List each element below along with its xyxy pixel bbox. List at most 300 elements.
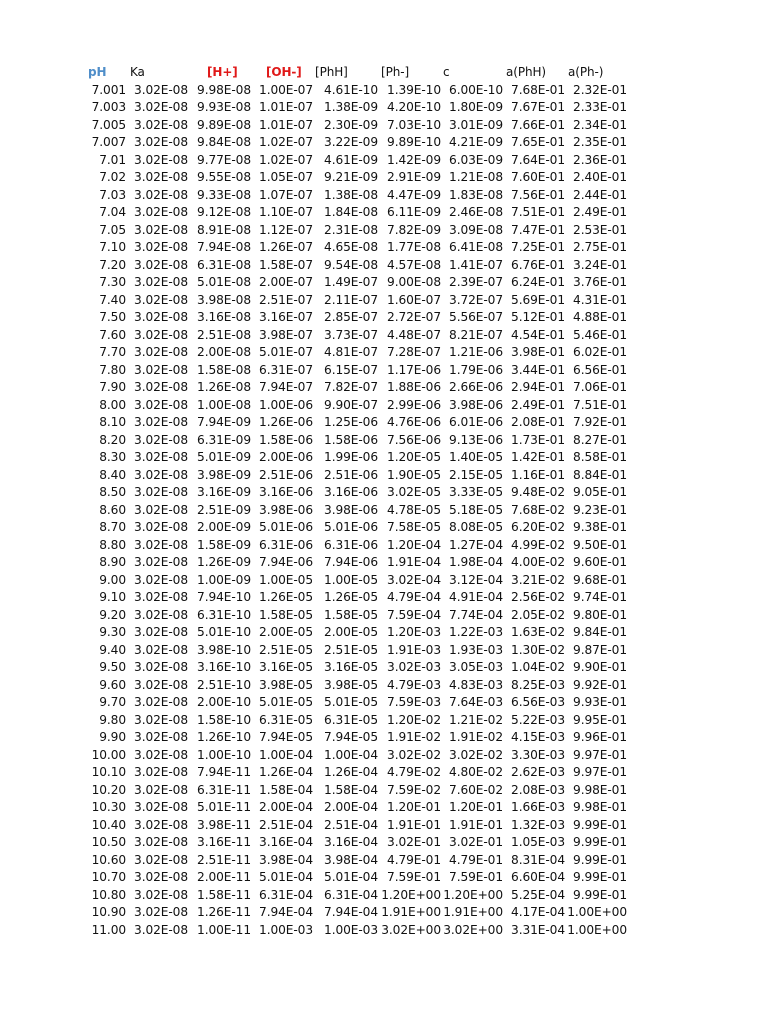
cell-oh: 2.51E-04 bbox=[259, 817, 313, 832]
cell-phh: 9.21E-09 bbox=[324, 170, 378, 184]
cell-c: 5.18E-05 bbox=[449, 502, 503, 517]
cell-ka: 3.02E-08 bbox=[134, 607, 188, 622]
cell-a-ph: 9.87E-01 bbox=[573, 642, 627, 657]
cell-c: 1.91E+00 bbox=[443, 905, 503, 919]
cell-h: 2.51E-08 bbox=[197, 327, 251, 342]
cell-phh: 6.31E-05 bbox=[324, 712, 378, 727]
cell-h: 2.00E-11 bbox=[197, 870, 251, 884]
cell-c: 1.91E-01 bbox=[449, 817, 503, 832]
cell-a-ph: 6.02E-01 bbox=[573, 345, 627, 359]
cell-phh: 9.90E-07 bbox=[324, 397, 378, 412]
cell-h: 6.31E-08 bbox=[197, 257, 251, 272]
cell-oh: 3.98E-07 bbox=[259, 327, 313, 342]
cell-a-ph: 2.35E-01 bbox=[573, 135, 627, 149]
table-row bbox=[0, 134, 768, 152]
cell-ph-minus: 4.79E-02 bbox=[387, 765, 441, 779]
cell-ka: 3.02E-08 bbox=[134, 170, 188, 184]
cell-a-ph: 9.60E-01 bbox=[573, 555, 627, 569]
cell-c: 3.02E-02 bbox=[449, 747, 503, 762]
cell-ka: 3.02E-08 bbox=[134, 380, 188, 394]
cell-ph-minus: 7.28E-07 bbox=[387, 345, 441, 359]
header-ph: pH bbox=[88, 65, 107, 79]
table-row bbox=[0, 922, 768, 940]
cell-oh: 1.02E-07 bbox=[259, 135, 313, 149]
cell-h: 3.16E-11 bbox=[197, 835, 251, 849]
cell-a-ph: 8.58E-01 bbox=[573, 450, 627, 464]
cell-ph-minus: 4.48E-07 bbox=[387, 327, 441, 342]
cell-ph-minus: 4.47E-09 bbox=[387, 187, 441, 202]
cell-ph-minus: 7.59E-03 bbox=[387, 695, 441, 709]
cell-ka: 3.02E-08 bbox=[134, 257, 188, 272]
cell-h: 7.94E-09 bbox=[197, 415, 251, 429]
table-row bbox=[0, 712, 768, 730]
cell-ph-minus: 7.59E-02 bbox=[387, 782, 441, 797]
cell-h: 7.94E-08 bbox=[197, 240, 251, 254]
cell-phh: 6.31E-06 bbox=[324, 537, 378, 552]
cell-h: 2.51E-09 bbox=[197, 502, 251, 517]
cell-ph-minus: 1.20E-04 bbox=[387, 537, 441, 552]
cell-phh: 2.30E-09 bbox=[324, 117, 378, 132]
cell-phh: 3.22E-09 bbox=[324, 135, 378, 149]
table-row bbox=[0, 642, 768, 660]
cell-a-phh: 7.67E-01 bbox=[511, 100, 565, 114]
table-row bbox=[0, 187, 768, 205]
cell-a-phh: 1.05E-03 bbox=[511, 835, 565, 849]
cell-a-ph: 9.90E-01 bbox=[573, 660, 627, 674]
header-c: c bbox=[443, 65, 450, 79]
cell-c: 7.74E-04 bbox=[449, 607, 503, 622]
spreadsheet-table bbox=[0, 64, 768, 939]
cell-ph: 8.10 bbox=[99, 415, 126, 429]
cell-ka: 3.02E-08 bbox=[134, 415, 188, 429]
cell-h: 7.94E-10 bbox=[197, 590, 251, 604]
cell-phh: 7.94E-06 bbox=[324, 555, 378, 569]
table-row bbox=[0, 677, 768, 695]
cell-c: 4.83E-03 bbox=[449, 677, 503, 692]
table-row bbox=[0, 799, 768, 817]
cell-a-phh: 4.17E-04 bbox=[511, 905, 565, 919]
cell-a-phh: 1.32E-03 bbox=[511, 817, 565, 832]
cell-ph-minus: 7.82E-09 bbox=[387, 222, 441, 237]
cell-a-ph: 9.50E-01 bbox=[573, 537, 627, 552]
cell-oh: 6.31E-05 bbox=[259, 712, 313, 727]
cell-phh: 5.01E-04 bbox=[324, 870, 378, 884]
cell-c: 1.93E-03 bbox=[449, 642, 503, 657]
table-row bbox=[0, 467, 768, 485]
cell-c: 1.21E-08 bbox=[449, 170, 503, 184]
cell-ph: 7.003 bbox=[91, 100, 126, 114]
cell-ph: 8.30 bbox=[99, 450, 126, 464]
cell-oh: 3.98E-04 bbox=[259, 852, 313, 867]
cell-oh: 1.00E-03 bbox=[259, 922, 313, 937]
cell-ka: 3.02E-08 bbox=[134, 800, 188, 814]
cell-ph: 9.10 bbox=[99, 590, 126, 604]
cell-ka: 3.02E-08 bbox=[134, 887, 188, 902]
cell-a-phh: 7.60E-01 bbox=[511, 170, 565, 184]
cell-ka: 3.02E-08 bbox=[134, 730, 188, 744]
cell-c: 1.20E-01 bbox=[449, 800, 503, 814]
cell-h: 1.58E-09 bbox=[197, 537, 251, 552]
cell-ph: 8.50 bbox=[99, 485, 126, 499]
cell-phh: 2.31E-08 bbox=[324, 222, 378, 237]
cell-a-phh: 5.22E-03 bbox=[511, 712, 565, 727]
cell-c: 7.60E-02 bbox=[449, 782, 503, 797]
cell-ph: 7.70 bbox=[99, 345, 126, 359]
cell-ph: 9.80 bbox=[99, 712, 126, 727]
cell-c: 5.56E-07 bbox=[449, 310, 503, 324]
cell-ph-minus: 4.79E-03 bbox=[387, 677, 441, 692]
cell-a-phh: 2.56E-02 bbox=[511, 590, 565, 604]
cell-ph: 9.90 bbox=[99, 730, 126, 744]
cell-h: 3.98E-08 bbox=[197, 292, 251, 307]
cell-h: 6.31E-10 bbox=[197, 607, 251, 622]
table-row bbox=[0, 414, 768, 432]
cell-ph-minus: 1.39E-10 bbox=[387, 82, 441, 97]
table-row bbox=[0, 782, 768, 800]
cell-oh: 1.00E-07 bbox=[259, 82, 313, 97]
cell-ka: 3.02E-08 bbox=[134, 590, 188, 604]
table-row bbox=[0, 904, 768, 922]
table-row bbox=[0, 99, 768, 117]
cell-a-phh: 7.64E-01 bbox=[511, 152, 565, 167]
cell-ka: 3.02E-08 bbox=[134, 625, 188, 639]
cell-h: 5.01E-08 bbox=[197, 275, 251, 289]
cell-ka: 3.02E-08 bbox=[134, 240, 188, 254]
cell-c: 1.80E-09 bbox=[449, 100, 503, 114]
table-row bbox=[0, 82, 768, 100]
cell-ka: 3.02E-08 bbox=[134, 152, 188, 167]
cell-ka: 3.02E-08 bbox=[134, 222, 188, 237]
cell-a-phh: 6.60E-04 bbox=[511, 870, 565, 884]
table-row bbox=[0, 432, 768, 450]
cell-c: 1.79E-06 bbox=[449, 362, 503, 377]
cell-a-ph: 2.40E-01 bbox=[573, 170, 627, 184]
cell-oh: 3.16E-04 bbox=[259, 835, 313, 849]
cell-h: 2.51E-11 bbox=[197, 852, 251, 867]
cell-ka: 3.02E-08 bbox=[134, 100, 188, 114]
cell-ka: 3.02E-08 bbox=[134, 695, 188, 709]
cell-a-phh: 2.08E-01 bbox=[511, 415, 565, 429]
cell-a-phh: 2.49E-01 bbox=[511, 397, 565, 412]
cell-c: 3.05E-03 bbox=[449, 660, 503, 674]
cell-ka: 3.02E-08 bbox=[134, 135, 188, 149]
table-row bbox=[0, 694, 768, 712]
cell-ph: 9.20 bbox=[99, 607, 126, 622]
cell-a-ph: 7.92E-01 bbox=[573, 415, 627, 429]
cell-ka: 3.02E-08 bbox=[134, 432, 188, 447]
cell-ka: 3.02E-08 bbox=[134, 82, 188, 97]
cell-a-ph: 9.95E-01 bbox=[573, 712, 627, 727]
cell-a-phh: 1.73E-01 bbox=[511, 432, 565, 447]
cell-a-phh: 2.94E-01 bbox=[511, 380, 565, 394]
cell-ph-minus: 1.20E-05 bbox=[387, 450, 441, 464]
cell-a-phh: 1.66E-03 bbox=[511, 800, 565, 814]
cell-ka: 3.02E-08 bbox=[134, 327, 188, 342]
cell-h: 9.12E-08 bbox=[197, 205, 251, 219]
cell-phh: 1.58E-06 bbox=[324, 432, 378, 447]
cell-c: 6.00E-10 bbox=[449, 82, 503, 97]
cell-a-ph: 9.38E-01 bbox=[573, 520, 627, 534]
cell-phh: 7.82E-07 bbox=[324, 380, 378, 394]
cell-oh: 2.00E-07 bbox=[259, 275, 313, 289]
cell-phh: 3.98E-06 bbox=[324, 502, 378, 517]
cell-ph: 7.60 bbox=[99, 327, 126, 342]
cell-ph-minus: 2.72E-07 bbox=[387, 310, 441, 324]
cell-ka: 3.02E-08 bbox=[134, 905, 188, 919]
cell-a-ph: 2.36E-01 bbox=[573, 152, 627, 167]
table-row bbox=[0, 659, 768, 677]
cell-oh: 1.26E-07 bbox=[259, 240, 313, 254]
cell-c: 4.79E-01 bbox=[449, 852, 503, 867]
cell-ph: 9.60 bbox=[99, 677, 126, 692]
cell-c: 2.46E-08 bbox=[449, 205, 503, 219]
cell-a-ph: 9.99E-01 bbox=[573, 870, 627, 884]
cell-c: 1.27E-04 bbox=[449, 537, 503, 552]
cell-c: 1.20E+00 bbox=[443, 887, 503, 902]
cell-ph: 10.90 bbox=[91, 905, 126, 919]
cell-h: 5.01E-09 bbox=[197, 450, 251, 464]
cell-h: 6.31E-11 bbox=[197, 782, 251, 797]
cell-oh: 1.26E-06 bbox=[259, 415, 313, 429]
cell-c: 4.80E-02 bbox=[449, 765, 503, 779]
cell-ph-minus: 1.20E-01 bbox=[387, 800, 441, 814]
cell-ph: 7.05 bbox=[99, 222, 126, 237]
cell-ph: 10.40 bbox=[91, 817, 126, 832]
cell-oh: 6.31E-04 bbox=[259, 887, 313, 902]
cell-h: 3.16E-10 bbox=[197, 660, 251, 674]
table-row bbox=[0, 239, 768, 257]
cell-h: 8.91E-08 bbox=[197, 222, 251, 237]
cell-oh: 1.58E-07 bbox=[259, 257, 313, 272]
cell-ph-minus: 3.02E-05 bbox=[387, 485, 441, 499]
cell-ph-minus: 1.91E-04 bbox=[387, 555, 441, 569]
table-row bbox=[0, 397, 768, 415]
cell-a-phh: 3.31E-04 bbox=[511, 922, 565, 937]
cell-a-phh: 2.05E-02 bbox=[511, 607, 565, 622]
cell-ph: 7.50 bbox=[99, 310, 126, 324]
cell-phh: 3.73E-07 bbox=[324, 327, 378, 342]
table-row bbox=[0, 817, 768, 835]
cell-a-ph: 9.98E-01 bbox=[573, 782, 627, 797]
cell-oh: 1.58E-04 bbox=[259, 782, 313, 797]
cell-phh: 2.85E-07 bbox=[324, 310, 378, 324]
cell-ph-minus: 9.89E-10 bbox=[387, 135, 441, 149]
cell-a-ph: 9.99E-01 bbox=[573, 835, 627, 849]
cell-c: 1.21E-06 bbox=[449, 345, 503, 359]
cell-ph: 8.00 bbox=[99, 397, 126, 412]
cell-oh: 1.58E-06 bbox=[259, 432, 313, 447]
cell-h: 3.98E-11 bbox=[197, 817, 251, 832]
cell-a-ph: 9.96E-01 bbox=[573, 730, 627, 744]
cell-oh: 1.00E-04 bbox=[259, 747, 313, 762]
cell-ka: 3.02E-08 bbox=[134, 747, 188, 762]
table-body bbox=[0, 82, 768, 940]
cell-a-ph: 9.98E-01 bbox=[573, 800, 627, 814]
cell-a-phh: 5.69E-01 bbox=[511, 292, 565, 307]
cell-ph-minus: 7.56E-06 bbox=[387, 432, 441, 447]
cell-ph: 10.20 bbox=[91, 782, 126, 797]
cell-a-phh: 3.98E-01 bbox=[511, 345, 565, 359]
cell-ka: 3.02E-08 bbox=[134, 292, 188, 307]
cell-a-phh: 7.68E-02 bbox=[511, 502, 565, 517]
cell-oh: 1.10E-07 bbox=[259, 205, 313, 219]
cell-ph: 9.70 bbox=[99, 695, 126, 709]
cell-ka: 3.02E-08 bbox=[134, 555, 188, 569]
cell-c: 3.02E+00 bbox=[443, 922, 503, 937]
table-row bbox=[0, 624, 768, 642]
cell-oh: 1.26E-05 bbox=[259, 590, 313, 604]
cell-ph: 8.90 bbox=[99, 555, 126, 569]
cell-oh: 7.94E-05 bbox=[259, 730, 313, 744]
cell-a-phh: 6.24E-01 bbox=[511, 275, 565, 289]
cell-h: 3.16E-09 bbox=[197, 485, 251, 499]
cell-a-ph: 9.99E-01 bbox=[573, 817, 627, 832]
cell-ka: 3.02E-08 bbox=[134, 310, 188, 324]
cell-ph: 7.10 bbox=[99, 240, 126, 254]
cell-a-ph: 9.74E-01 bbox=[573, 590, 627, 604]
cell-a-phh: 2.08E-03 bbox=[511, 782, 565, 797]
cell-h: 9.77E-08 bbox=[197, 152, 251, 167]
table-row bbox=[0, 572, 768, 590]
cell-phh: 1.58E-04 bbox=[324, 782, 378, 797]
cell-ph-minus: 4.57E-08 bbox=[387, 257, 441, 272]
cell-ka: 3.02E-08 bbox=[134, 187, 188, 202]
cell-ph: 10.00 bbox=[91, 747, 126, 762]
cell-a-ph: 7.06E-01 bbox=[573, 380, 627, 394]
cell-a-phh: 6.20E-02 bbox=[511, 520, 565, 534]
cell-ka: 3.02E-08 bbox=[134, 205, 188, 219]
cell-a-phh: 4.15E-03 bbox=[511, 730, 565, 744]
cell-oh: 3.16E-07 bbox=[259, 310, 313, 324]
cell-h: 1.26E-11 bbox=[197, 905, 251, 919]
cell-a-phh: 7.56E-01 bbox=[511, 187, 565, 202]
cell-h: 2.51E-10 bbox=[197, 677, 251, 692]
table-row bbox=[0, 537, 768, 555]
cell-h: 1.26E-09 bbox=[197, 555, 251, 569]
cell-a-ph: 9.99E-01 bbox=[573, 852, 627, 867]
cell-ph-minus: 4.79E-04 bbox=[387, 590, 441, 604]
cell-ph: 10.70 bbox=[91, 870, 126, 884]
cell-phh: 2.51E-04 bbox=[324, 817, 378, 832]
cell-h: 2.00E-09 bbox=[197, 520, 251, 534]
table-row bbox=[0, 327, 768, 345]
cell-phh: 2.11E-07 bbox=[324, 292, 378, 307]
cell-a-phh: 5.12E-01 bbox=[511, 310, 565, 324]
table-row bbox=[0, 309, 768, 327]
cell-ph-minus: 2.91E-09 bbox=[387, 170, 441, 184]
table-row bbox=[0, 117, 768, 135]
cell-oh: 6.31E-06 bbox=[259, 537, 313, 552]
cell-a-phh: 1.16E-01 bbox=[511, 467, 565, 482]
table-row bbox=[0, 257, 768, 275]
cell-ph-minus: 6.11E-09 bbox=[387, 205, 441, 219]
cell-ph-minus: 1.88E-06 bbox=[387, 380, 441, 394]
cell-ph-minus: 1.90E-05 bbox=[387, 467, 441, 482]
cell-a-phh: 6.76E-01 bbox=[511, 257, 565, 272]
cell-ph: 7.40 bbox=[99, 292, 126, 307]
cell-a-ph: 9.92E-01 bbox=[573, 677, 627, 692]
header-a-phh: a(PhH) bbox=[506, 65, 546, 79]
cell-ph: 10.30 bbox=[91, 800, 126, 814]
cell-ph-minus: 1.17E-06 bbox=[387, 362, 441, 377]
cell-a-phh: 1.63E-02 bbox=[511, 625, 565, 639]
cell-c: 7.64E-03 bbox=[449, 695, 503, 709]
cell-ka: 3.02E-08 bbox=[134, 852, 188, 867]
cell-phh: 4.61E-09 bbox=[324, 152, 378, 167]
cell-c: 1.98E-04 bbox=[449, 555, 503, 569]
cell-phh: 1.00E-03 bbox=[324, 922, 378, 937]
cell-a-phh: 7.51E-01 bbox=[511, 205, 565, 219]
cell-oh: 1.26E-04 bbox=[259, 765, 313, 779]
cell-phh: 7.94E-04 bbox=[324, 905, 378, 919]
cell-phh: 3.16E-05 bbox=[324, 660, 378, 674]
cell-oh: 3.98E-05 bbox=[259, 677, 313, 692]
cell-ka: 3.02E-08 bbox=[134, 572, 188, 587]
cell-a-ph: 9.23E-01 bbox=[573, 502, 627, 517]
cell-phh: 1.38E-08 bbox=[324, 187, 378, 202]
cell-ka: 3.02E-08 bbox=[134, 817, 188, 832]
cell-phh: 1.99E-06 bbox=[324, 450, 378, 464]
cell-c: 6.01E-06 bbox=[449, 415, 503, 429]
cell-c: 1.40E-05 bbox=[449, 450, 503, 464]
cell-h: 1.26E-08 bbox=[197, 380, 251, 394]
cell-ph-minus: 3.02E-03 bbox=[387, 660, 441, 674]
cell-a-phh: 4.99E-02 bbox=[511, 537, 565, 552]
cell-ka: 3.02E-08 bbox=[134, 642, 188, 657]
cell-h: 1.58E-10 bbox=[197, 712, 251, 727]
cell-h: 1.00E-09 bbox=[197, 572, 251, 587]
cell-ph: 9.30 bbox=[99, 625, 126, 639]
table-row bbox=[0, 169, 768, 187]
cell-ph: 7.03 bbox=[99, 187, 126, 202]
cell-h: 9.55E-08 bbox=[197, 170, 251, 184]
cell-phh: 9.54E-08 bbox=[324, 257, 378, 272]
cell-c: 4.91E-04 bbox=[449, 590, 503, 604]
cell-c: 2.66E-06 bbox=[449, 380, 503, 394]
header-h: [H+] bbox=[207, 65, 238, 79]
cell-ph: 8.40 bbox=[99, 467, 126, 482]
cell-c: 4.21E-09 bbox=[449, 135, 503, 149]
cell-phh: 3.98E-05 bbox=[324, 677, 378, 692]
table-row bbox=[0, 607, 768, 625]
cell-ph-minus: 1.91E-02 bbox=[387, 730, 441, 744]
cell-a-ph: 5.46E-01 bbox=[573, 327, 627, 342]
cell-ph: 8.60 bbox=[99, 502, 126, 517]
cell-ka: 3.02E-08 bbox=[134, 467, 188, 482]
cell-c: 3.09E-08 bbox=[449, 222, 503, 237]
cell-ph: 8.20 bbox=[99, 432, 126, 447]
table-row bbox=[0, 729, 768, 747]
cell-h: 2.00E-08 bbox=[197, 345, 251, 359]
cell-h: 9.98E-08 bbox=[197, 82, 251, 97]
cell-a-phh: 7.25E-01 bbox=[511, 240, 565, 254]
cell-h: 3.98E-09 bbox=[197, 467, 251, 482]
cell-oh: 2.00E-06 bbox=[259, 450, 313, 464]
cell-ph-minus: 4.78E-05 bbox=[387, 502, 441, 517]
cell-ka: 3.02E-08 bbox=[134, 782, 188, 797]
cell-ka: 3.02E-08 bbox=[134, 537, 188, 552]
cell-ph-minus: 1.20E-03 bbox=[387, 625, 441, 639]
cell-oh: 5.01E-05 bbox=[259, 695, 313, 709]
cell-ph-minus: 4.76E-06 bbox=[387, 415, 441, 429]
table-row bbox=[0, 519, 768, 537]
table-row bbox=[0, 747, 768, 765]
cell-ph: 7.04 bbox=[99, 205, 126, 219]
cell-ph-minus: 3.02E+00 bbox=[381, 922, 441, 937]
cell-c: 1.21E-02 bbox=[449, 712, 503, 727]
cell-ph: 11.00 bbox=[91, 922, 126, 937]
cell-a-ph: 1.00E+00 bbox=[567, 905, 627, 919]
